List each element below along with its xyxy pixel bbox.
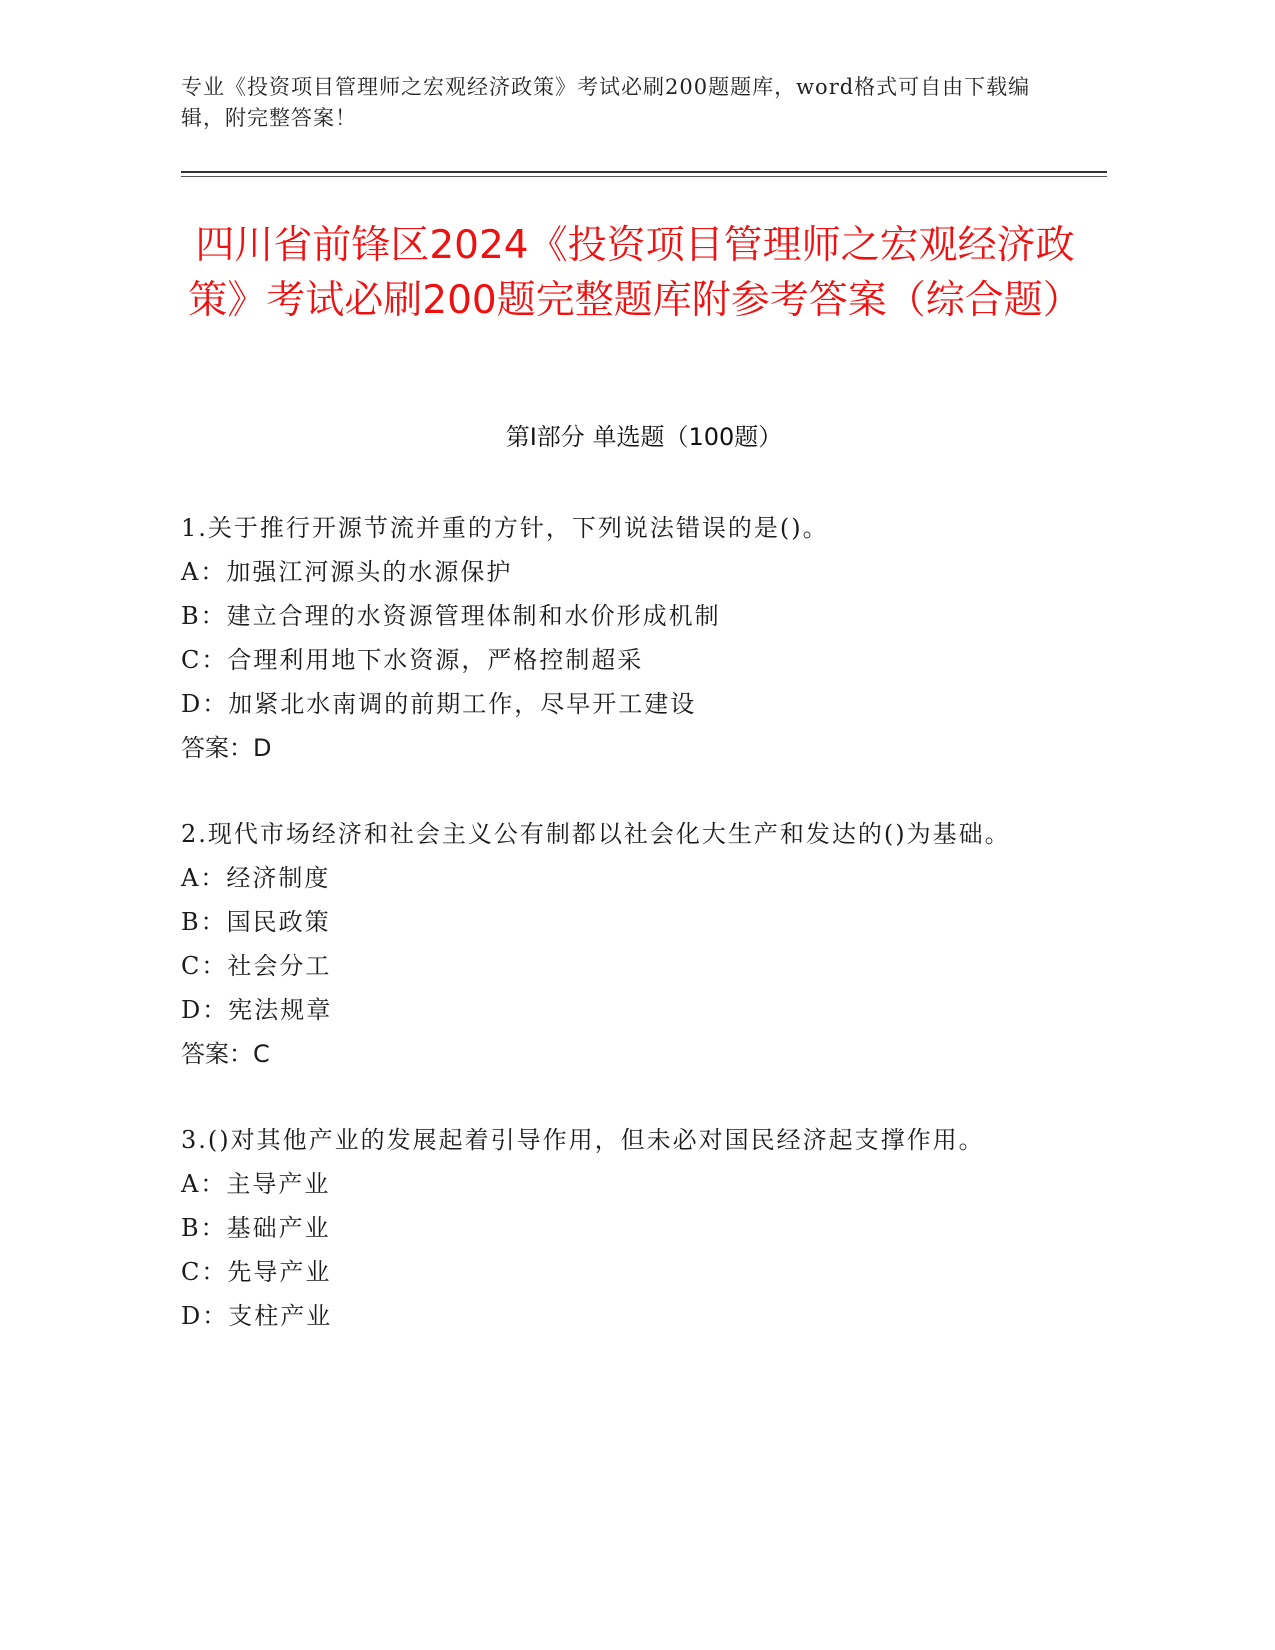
question-stem: 3.()对其他产业的发展起着引导作用，但未必对国民经济起支撑作用。 (181, 1126, 985, 1154)
question-item (181, 1118, 1021, 1338)
question-item (181, 812, 1021, 1076)
answer-line: 答案：D (181, 734, 272, 762)
header-note: 专业《投资项目管理师之宏观经济政策》考试必刷200题题库，word格式可自由下载编辑，附完整答案！ (181, 75, 1031, 130)
option-a: A：经济制度 (181, 864, 331, 892)
option-c: C：合理利用地下水资源，严格控制超采 (181, 646, 644, 674)
option-a: A：加强江河源头的水源保护 (181, 558, 513, 586)
option-d: D：加紧北水南调的前期工作，尽早开工建设 (181, 690, 697, 718)
document-title: 四川省前锋区2024《投资项目管理师之宏观经济政策》考试必刷200题完整题库附参考答案（综合题） (188, 223, 1082, 323)
question-stem: 1.关于推行开源节流并重的方针，下列说法错误的是()。 (181, 514, 829, 542)
header-divider-thick (181, 171, 1107, 173)
question-stem: 2.现代市场经济和社会主义公有制都以社会化大生产和发达的()为基础。 (181, 820, 1011, 848)
header-divider-thin (181, 176, 1107, 177)
option-d: D：支柱产业 (181, 1302, 333, 1330)
section-heading: 第I部分 单选题（100题） (505, 423, 783, 451)
option-b: B：建立合理的水资源管理体制和水价形成机制 (181, 602, 721, 630)
option-b: B：基础产业 (181, 1214, 331, 1242)
option-b: B：国民政策 (181, 908, 331, 936)
option-a: A：主导产业 (181, 1170, 331, 1198)
question-list (181, 506, 1021, 1380)
option-c: C：社会分工 (181, 952, 332, 980)
answer-line: 答案：C (181, 1040, 270, 1068)
question-item (181, 506, 1021, 770)
option-c: C：先导产业 (181, 1258, 332, 1286)
option-d: D：宪法规章 (181, 996, 333, 1024)
